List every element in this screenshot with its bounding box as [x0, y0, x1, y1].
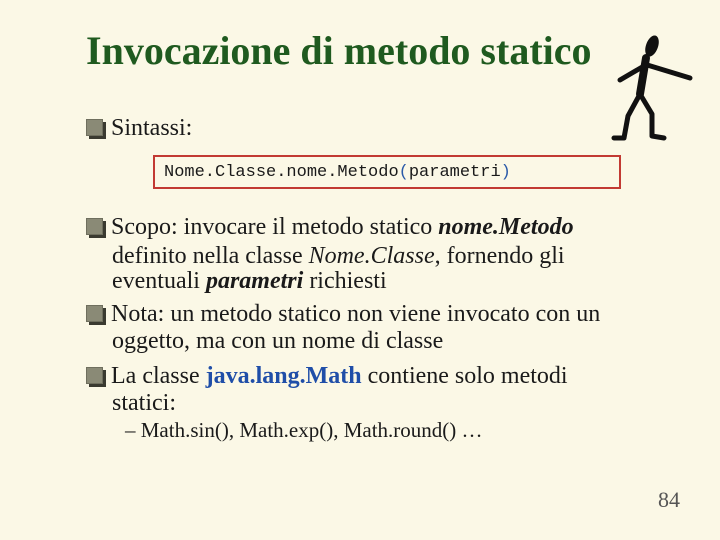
code-close-paren: ): [500, 163, 511, 182]
math-line2: statici:: [112, 390, 176, 416]
stick-figure-pointing-icon: [604, 34, 696, 144]
page-number: 84: [658, 487, 680, 512]
bullet-note-line2: [112, 326, 443, 357]
code-open-paren: (: [398, 163, 409, 182]
note-line2: oggetto, ma con un nome di classe: [112, 328, 444, 354]
bullet-scope: [86, 212, 574, 243]
bullet-square-icon: [86, 305, 103, 322]
math-tail: contiene solo metodi: [361, 363, 568, 389]
syntax-code-box: [153, 155, 621, 189]
code-dot: .: [276, 163, 287, 182]
code-param: parametri: [408, 163, 501, 182]
scope-end: richiesti: [303, 268, 387, 294]
examples-subbullet: – Math.sin(), Math.exp(), Math.round() …: [125, 418, 483, 442]
scope-param: parametri: [205, 268, 304, 294]
slide-title: Invocazione di metodo statico: [86, 28, 592, 73]
scope-lead: Scopo: invocare il metodo statico: [111, 214, 439, 240]
bullet-square-icon: [86, 119, 103, 136]
scope-class-name: Nome.Classe: [308, 243, 435, 269]
math-lead: La classe: [111, 363, 206, 389]
bullet-scope-line3: [112, 266, 387, 297]
bullet-square-icon: [86, 218, 103, 235]
scope-eventual: eventuali: [112, 268, 206, 294]
scope-mid: definito nella classe: [112, 243, 309, 269]
syntax-label: Sintassi:: [111, 115, 193, 141]
scope-tail: , fornendo gli: [434, 243, 565, 269]
bullet-syntax: [86, 113, 192, 144]
note-line1: Nota: un metodo statico non viene invocato con un: [111, 301, 601, 327]
code-class-name: Nome.Classe: [164, 163, 277, 182]
math-pkg: java.lang.Math: [205, 363, 362, 389]
bullet-square-icon: [86, 367, 103, 384]
code-method: nome.Metodo: [286, 163, 399, 182]
bullet-math-line2: [112, 388, 176, 419]
scope-method: nome.Metodo: [438, 214, 574, 240]
